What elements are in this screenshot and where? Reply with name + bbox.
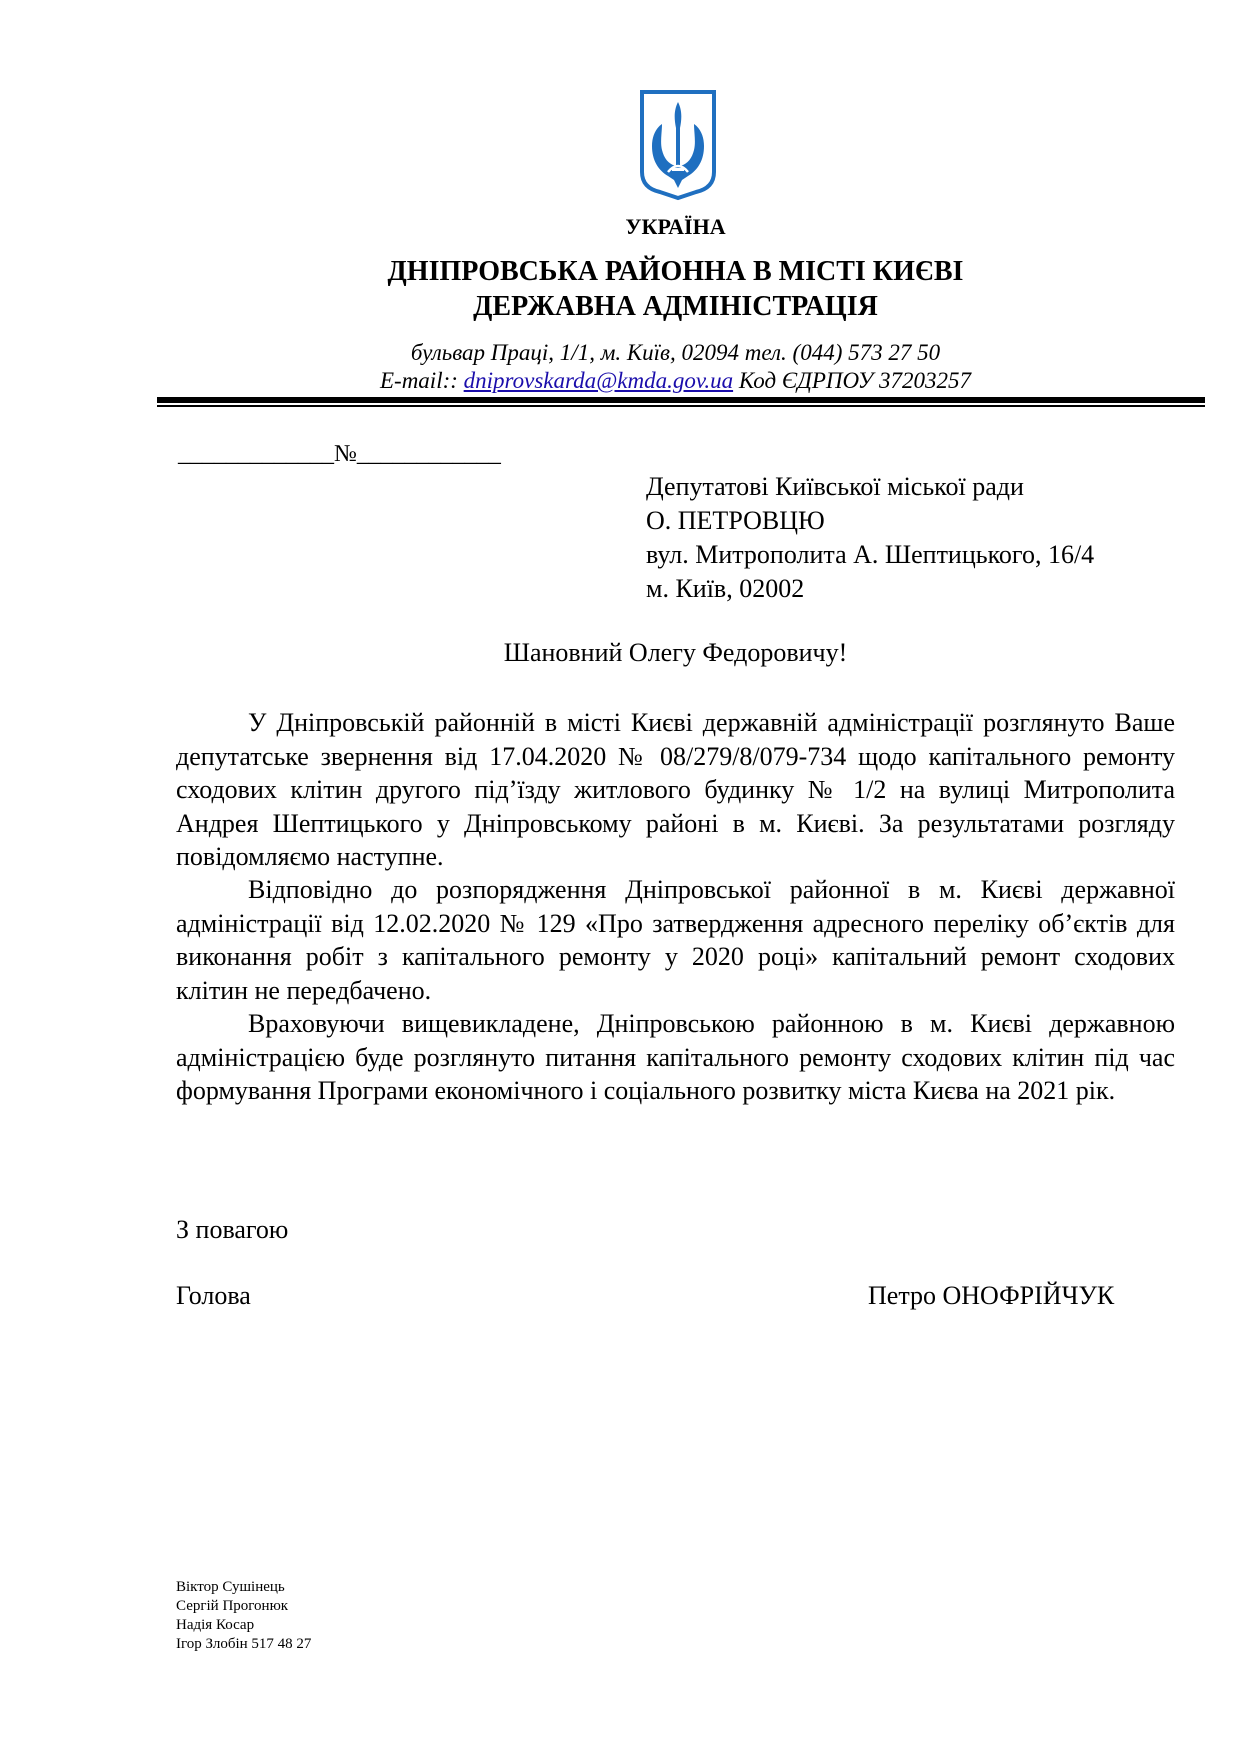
org-name-line1: ДНІПРОВСЬКА РАЙОННА В МІСТІ КИЄВІ	[387, 256, 964, 287]
addressee-city: м. Київ, 02002	[646, 574, 805, 603]
email-prefix: E-mail::	[379, 368, 458, 393]
registration-number-field: _____________№____________	[178, 441, 501, 467]
executor-line: Ігор Злобін 517 48 27	[176, 1636, 312, 1652]
header-divider-thick	[157, 397, 1205, 403]
body-paragraph-2: Відповідно до розпорядження Дніпровської районної в м. Києві державної адміністрації від 12.02.2020 № 129 «Про затвердження адресного переліку об’єктів для виконання робіт з капітального ремонту у 2020 році» капітальний ремонт сходових клітин не передбачено.	[176, 875, 1175, 1005]
email-link[interactable]: dniprovskarda@kmda.gov.ua	[463, 368, 734, 393]
org-email-line	[55, 368, 1241, 394]
edrpou-code: Код ЄДРПОУ 37203257	[738, 368, 971, 393]
addressee-street: вул. Митрополита А. Шептицького, 16/4	[646, 540, 1095, 569]
header-divider-thin	[157, 405, 1205, 407]
body-paragraph-1: У Дніпровській районній в місті Києві державній адміністрації розглянуто Ваше депутатське звернення від 17.04.2020 № 08/279/8/079-734 щодо капітального ремонту сходових клітин другого під’їзду житлового будинку № 1/2 на вулиці Митрополита Андрея Шептицького у Дніпровському районі в м. Києві. За результатами розгляду повідомляємо наступне.	[176, 708, 1175, 871]
country-title: УКРАЇНА	[625, 214, 726, 239]
salutation: Шановний Олегу Федоровичу!	[503, 638, 848, 667]
executor-line: Надія Косар	[176, 1617, 255, 1633]
executor-line: Віктор Сушінець	[176, 1579, 285, 1595]
closing-regards: З повагою	[176, 1215, 289, 1244]
org-address: бульвар Праці, 1/1, м. Київ, 02094 тел. (044) 573 27 50	[410, 340, 941, 365]
body-paragraph-3: Враховуючи вищевикладене, Дніпровською районною в м. Києві державною адміністрацією буде розглянуто питання капітального ремонту сходових клітин під час формування Програми економічного і соціального розвитку міста Києва на 2021 рік.	[176, 1009, 1175, 1105]
signer-name: Петро ОНОФРІЙЧУК	[868, 1281, 1115, 1310]
signer-position: Голова	[176, 1281, 251, 1310]
coat-of-arms-icon	[638, 88, 718, 202]
addressee-name: О. ПЕТРОВЦЮ	[646, 506, 825, 535]
executor-line: Сергій Прогонюк	[176, 1598, 289, 1614]
org-name-line2: ДЕРЖАВНА АДМІНІСТРАЦІЯ	[473, 291, 878, 322]
addressee-position: Депутатові Київської міської ради	[646, 472, 1024, 501]
